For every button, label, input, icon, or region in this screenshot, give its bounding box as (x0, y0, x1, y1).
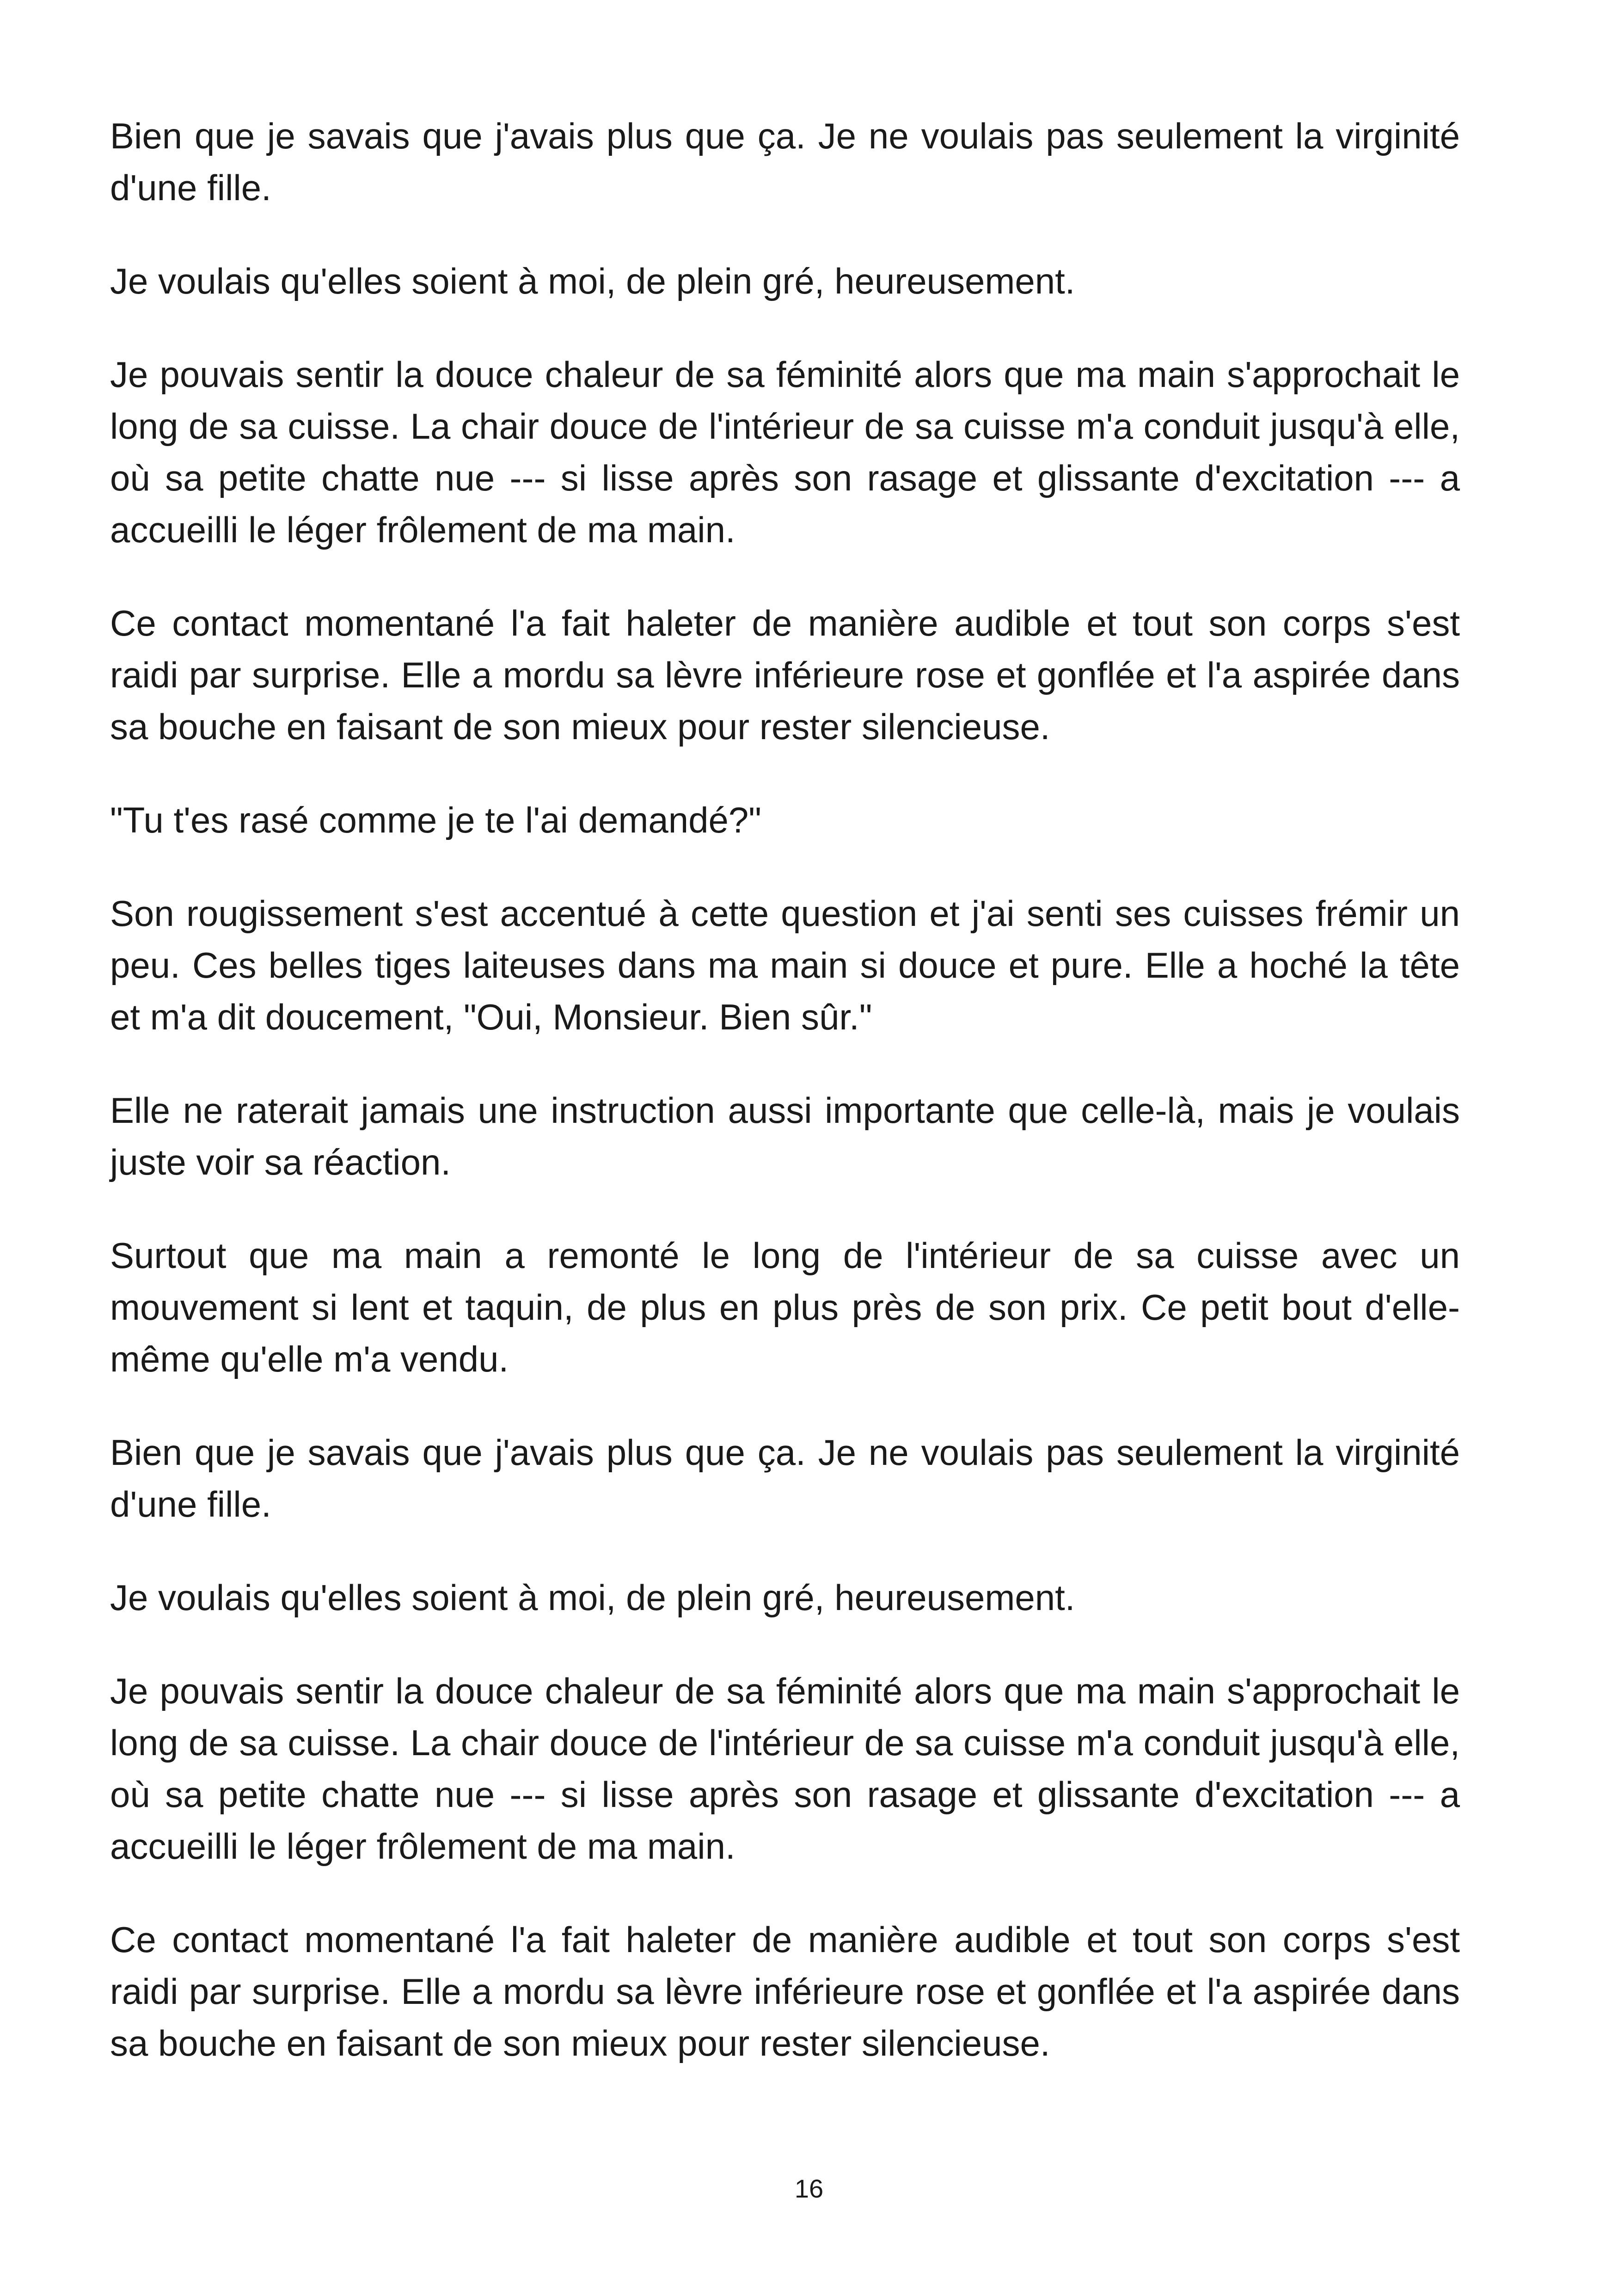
paragraph: Je voulais qu'elles soient à moi, de plein gré, heureusement. (110, 261, 1075, 301)
paragraph: Bien que je savais que j'avais plus que ça. Je ne voulais pas seulement la virginité d'une fille. (110, 1432, 1460, 1525)
paragraph: Ce contact momentané l'a fait haleter de manière audible et tout son corps s'est raidi par surprise. Elle a mordu sa lèvre inférieure rose et gonflée et l'a aspirée dans sa bouche en faisant de son mieux pour rester silencieuse. (110, 603, 1460, 747)
paragraph: Je voulais qu'elles soient à moi, de plein gré, heureusement. (110, 1577, 1075, 1618)
page-number: 16 (794, 2174, 824, 2203)
paragraph: Je pouvais sentir la douce chaleur de sa féminité alors que ma main s'approchait le long de sa cuisse. La chair douce de l'intérieur de sa cuisse m'a conduit jusqu'à elle, où sa petite chatte nue --- si lisse après son rasage et glissante d'excitation --- a accueilli le léger frôlement de ma main. (110, 354, 1460, 550)
paragraph: Surtout que ma main a remonté le long de l'intérieur de sa cuisse avec un mouvement si lent et taquin, de plus en plus près de son prix. Ce petit bout d'elle-même qu'elle m'a vendu. (110, 1235, 1460, 1379)
paragraph: Elle ne raterait jamais une instruction aussi importante que celle-là, mais je voulais juste voir sa réaction. (110, 1090, 1460, 1182)
body-text (110, 110, 1460, 2111)
paragraph: Ce contact momentané l'a fait haleter de manière audible et tout son corps s'est raidi par surprise. Elle a mordu sa lèvre inférieure rose et gonflée et l'a aspirée dans sa bouche en faisant de son mieux pour rester silencieuse. (110, 1919, 1460, 2063)
paragraph: Bien que je savais que j'avais plus que ça. Je ne voulais pas seulement la virginité d'une fille. (110, 116, 1460, 208)
paragraph: Son rougissement s'est accentué à cette question et j'ai senti ses cuisses frémir un peu. Ces belles tiges laiteuses dans ma main si douce et pure. Elle a hoché la tête et m'a dit doucement, "Oui, Monsieur. Bien sûr." (110, 893, 1460, 1037)
paragraph: "Tu t'es rasé comme je te l'ai demandé?" (110, 800, 761, 840)
paragraph: Je pouvais sentir la douce chaleur de sa féminité alors que ma main s'approchait le long de sa cuisse. La chair douce de l'intérieur de sa cuisse m'a conduit jusqu'à elle, où sa petite chatte nue --- si lisse après son rasage et glissante d'excitation --- a accueilli le léger frôlement de ma main. (110, 1671, 1460, 1867)
